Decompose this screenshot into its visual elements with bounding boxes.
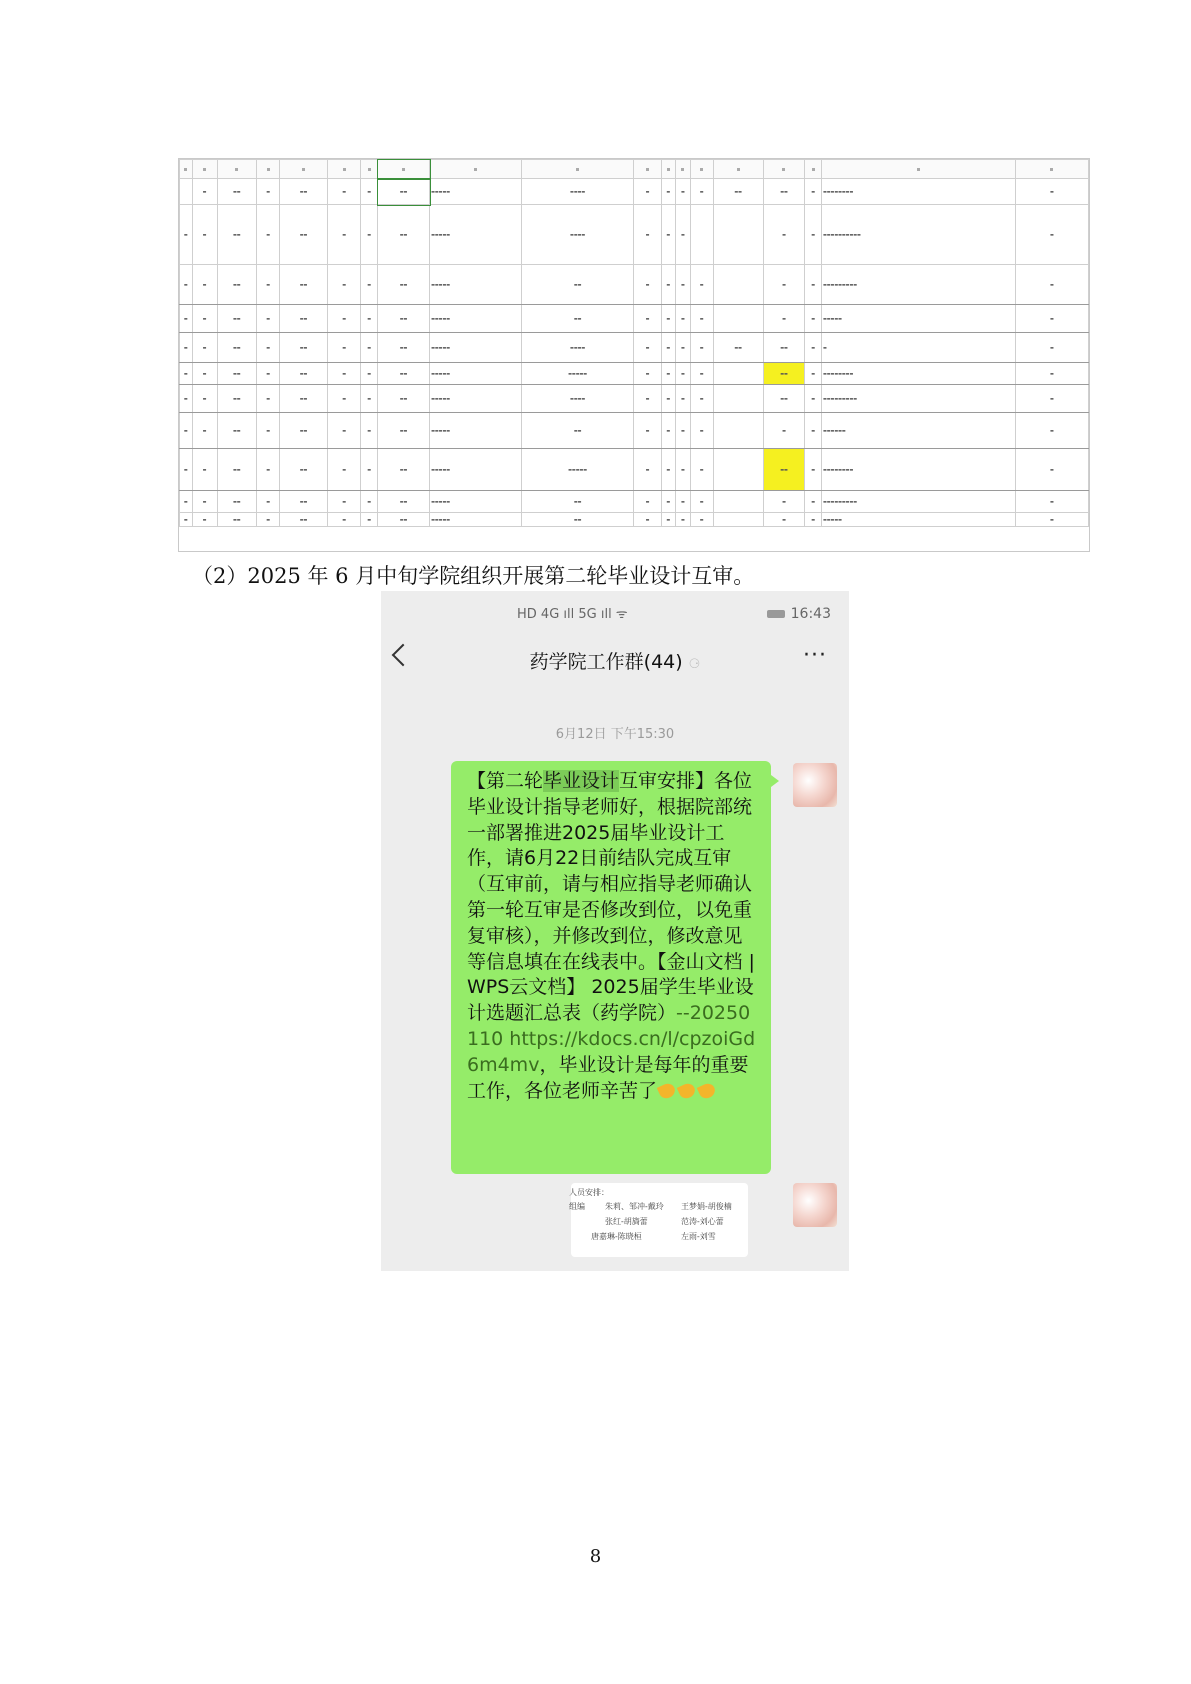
status-time	[767, 606, 831, 622]
signal-icons: HD 4G ıll 5G ıll ᯤ	[517, 607, 628, 622]
image-message-text: 朱莉、邹冲-戴玲	[605, 1202, 664, 1211]
image-message-text: 王梦娟-胡俊楠	[681, 1202, 732, 1211]
message-text: 互审安排】各位毕业设计指导老师好，根据院部统一部署推进2025届毕业设计工作，请6月22日前结队完成互审（互审前，请与相应指导老师确认第一轮互审是否修改到位，以免重复审核），并修改到位，修改意见等信息填在在线表中。【金山文档 | WPS云文档】 2025届学生毕业设计选题汇总表（药学院）	[467, 770, 755, 1025]
sheet-row: ▬ ▬ ▬▬ ▬ ▬▬ ▬ ▬ ▬▬ ▬▬▬▬▬ ▬▬▬▬▬ ▬ ▬ ▬ ▬ ▬▬ ▬ ▬▬▬▬▬▬▬▬ ▬	[180, 449, 1089, 491]
image-message-text: 唐嘉琳-陈晓桓	[591, 1232, 642, 1241]
image-message-text: 组编	[569, 1202, 585, 1211]
emoji-icon	[657, 1083, 677, 1099]
avatar[interactable]	[793, 763, 837, 807]
caption: （2）2025 年 6 月中旬学院组织开展第二轮毕业设计互审。	[192, 564, 755, 588]
sheet-row: ▬ ▬ ▬▬ ▬ ▬▬ ▬ ▬ ▬▬ ▬▬▬▬▬ ▬▬▬▬ ▬ ▬ ▬ ▬ ▬ ▬▬▬▬▬▬▬▬▬▬ ▬	[180, 205, 1089, 265]
status-bar	[381, 591, 849, 631]
more-icon[interactable]: ···	[803, 643, 827, 668]
sheet-row: ▬ ▬ ▬▬ ▬ ▬▬ ▬ ▬ ▬▬ ▬▬▬▬▬ ▬▬▬▬ ▬ ▬ ▬ ▬ ▬▬ ▬▬ ▬ ▬ ▬	[180, 333, 1089, 363]
chat-nav-bar	[381, 635, 849, 685]
message-link[interactable]: --20250110 https://kdocs.cn/l/cpzoiGd6m4mv	[467, 1002, 756, 1076]
sheet-row: ▬ ▬ ▬▬ ▬ ▬▬ ▬ ▬ ▬▬ ▬▬▬▬▬ ▬▬▬▬▬ ▬ ▬ ▬ ▬ ▬▬ ▬ ▬▬▬▬▬▬▬▬ ▬	[180, 363, 1089, 385]
message-text: 【第二轮	[467, 770, 544, 792]
message-timestamp: 6月12日 下午15:30	[555, 727, 675, 742]
image-message-text: 左雨-刘雪	[681, 1232, 716, 1241]
image-message-text: 范涛-刘心蕾	[681, 1217, 724, 1226]
sheet-row: ▬ ▬ ▬▬ ▬ ▬▬ ▬ ▬ ▬▬ ▬▬▬▬▬ ▬▬ ▬ ▬ ▬ ▬ ▬ ▬ ▬▬▬▬▬ ▬	[180, 305, 1089, 333]
sheet-row: ▬ ▬ ▬▬ ▬ ▬▬ ▬ ▬ ▬▬ ▬▬▬▬▬ ▬▬ ▬ ▬ ▬ ▬ ▬ ▬ ▬▬▬▬▬ ▬	[180, 513, 1089, 527]
chat-title-text: 药学院工作群(44)	[529, 651, 683, 673]
emoji-icon	[697, 1083, 717, 1099]
spreadsheet-table	[179, 159, 1089, 527]
avatar[interactable]	[793, 1183, 837, 1227]
sheet-row: ▬ ▬ ▬▬ ▬ ▬▬ ▬ ▬ ▬▬ ▬▬▬▬▬ ▬▬ ▬ ▬ ▬ ▬ ▬ ▬ ▬▬▬▬▬▬ ▬	[180, 413, 1089, 449]
phone-screenshot	[381, 591, 849, 1271]
sheet-row: ▬ ▬ ▬▬ ▬ ▬▬ ▬ ▬ ▬▬ ▬▬▬▬▬ ▬▬ ▬ ▬ ▬ ▬ ▬ ▬ ▬▬▬▬▬▬▬▬▬ ▬	[180, 491, 1089, 513]
message-highlight: 毕业设计	[543, 770, 620, 792]
image-message-text: 张红-胡旖蕾	[605, 1217, 648, 1226]
spreadsheet-screenshot	[178, 158, 1090, 552]
emoji-icon	[677, 1083, 697, 1099]
sheet-row: ▬ ▬▬ ▬ ▬▬ ▬ ▬ ▬▬ ▬▬▬▬▬ ▬▬▬▬ ▬ ▬ ▬ ▬ ▬▬ ▬▬ ▬ ▬▬▬▬▬▬▬▬ ▬	[180, 179, 1089, 205]
image-message[interactable]	[571, 1183, 748, 1257]
page-number: 8	[589, 1546, 602, 1567]
chat-title	[381, 647, 849, 674]
chat-message-bubble[interactable]	[451, 761, 771, 1174]
battery-icon	[767, 610, 785, 618]
image-message-text: 人员安排：	[569, 1188, 609, 1197]
sheet-header-row	[180, 160, 1089, 179]
sheet-row: ▬ ▬ ▬▬ ▬ ▬▬ ▬ ▬ ▬▬ ▬▬▬▬▬ ▬▬▬▬ ▬ ▬ ▬ ▬ ▬▬ ▬ ▬▬▬▬▬▬▬▬▬ ▬	[180, 385, 1089, 413]
sheet-row: ▬ ▬ ▬▬ ▬ ▬▬ ▬ ▬ ▬▬ ▬▬▬▬▬ ▬▬ ▬ ▬ ▬ ▬ ▬ ▬ ▬▬▬▬▬▬▬▬▬ ▬	[180, 265, 1089, 305]
clock: 16:43	[790, 606, 831, 622]
message-text: ，毕业设计是每年的重要工作，各位老师辛苦了	[467, 1053, 749, 1102]
mute-bell-icon: ⚆	[688, 657, 701, 672]
